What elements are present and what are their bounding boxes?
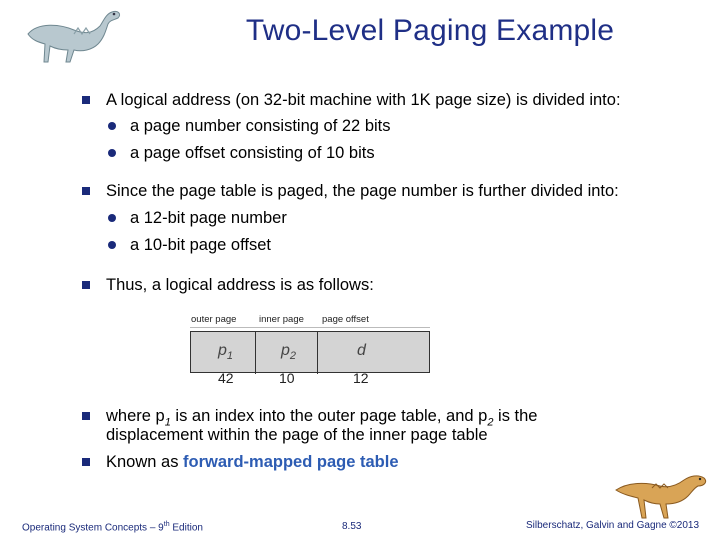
bits-inner: 10 <box>279 370 295 386</box>
round-bullet-icon <box>108 149 116 157</box>
square-bullet-icon <box>82 96 90 104</box>
field-divider <box>255 332 256 374</box>
sub-bullet-text: a 12-bit page number <box>130 209 287 227</box>
logical-address-diagram <box>190 310 432 390</box>
square-bullet-icon <box>82 187 90 195</box>
square-bullet-icon <box>82 281 90 289</box>
sub-bullet-text: a page number consisting of 22 bits <box>130 117 391 135</box>
bits-offset: 12 <box>353 370 369 386</box>
field-d: d <box>357 342 366 359</box>
footer-book-title: Operating System Concepts – 9th Edition <box>22 521 203 534</box>
sub-bullet-text: a 10-bit page offset <box>130 236 271 254</box>
bullet-text: where $p_1$ is an index into the outer page table, and $p_2$ is the <box>106 407 538 429</box>
header-outer-page: outer page <box>191 314 237 325</box>
round-bullet-icon <box>108 214 116 222</box>
field-p1: $p_1$ <box>218 342 234 363</box>
bullet-text: Known as forward-mapped page table <box>106 453 399 471</box>
sub-bullet-text: a page offset consisting of 10 bits <box>130 144 375 162</box>
square-bullet-icon <box>82 412 90 420</box>
slide-title: Two-Level Paging Example <box>245 14 615 47</box>
footer-page-number: 8.53 <box>342 521 362 532</box>
header-page-offset: page offset <box>322 314 369 325</box>
bits-outer: 42 <box>218 370 234 386</box>
round-bullet-icon <box>108 241 116 249</box>
header-inner-page: inner page <box>259 314 304 325</box>
bullet-text: Since the page table is paged, the page number is further divided into: <box>106 182 619 200</box>
bullet-text: A logical address (on 32-bit machine with 1K page size) is divided into: <box>106 91 621 109</box>
forward-mapped-highlight: forward-mapped page table <box>183 453 399 471</box>
bullet-text: Thus, a logical address is as follows: <box>106 276 374 294</box>
header-rule <box>190 327 430 328</box>
dinosaur-footer-image <box>612 464 712 522</box>
footer-copyright: Silberschatz, Galvin and Gagne ©2013 <box>526 520 700 531</box>
field-p2: $p_2$ <box>281 342 297 363</box>
bullet-text-line2: displacement within the page of the inner page table <box>106 426 488 444</box>
round-bullet-icon <box>108 122 116 130</box>
square-bullet-icon <box>82 458 90 466</box>
address-fields-box <box>190 331 430 373</box>
dinosaur-logo <box>20 4 138 66</box>
field-divider <box>317 332 318 374</box>
